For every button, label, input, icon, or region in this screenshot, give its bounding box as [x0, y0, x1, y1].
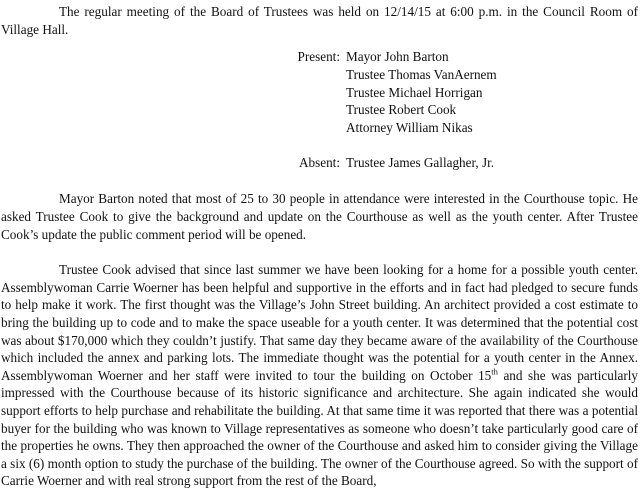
- update-text-part1: Trustee Cook advised that since last summer we have been looking for a home for a possible youth center. Assemblywoman Carrie Woerner has been helpful and supportive in the efforts and in fact had pledged to secure funds to help make it work. The first thought was the Village’s John Street building. An architect provided a cost estimate to bring the building up to code and to make the space useable for a youth center. It was determined that the potential cost was about $170,000 which they couldn’t justify. That same day they became aware of the availability of the Courthouse which included the annex and parking lots. The immediate thought was the potential for a youth center in the Annex. Assemblywoman Woerner and her staff were invited to tour the building on October 15: [1, 262, 638, 383]
- present-label: Present:: [297, 49, 340, 65]
- update-text-part2: and she was particularly impressed with the Courthouse because of its historic significance and architecture. She again indicated she would support efforts to help purchase and rehabilitate the building. At that same time it was reported that there was a potential buyer for the building who was known to Village representatives as someone who doesn’t take particularly good care of the properties he owns. They then approached the owner of the Courthouse and asked him to consider giving the Village a six (6) month option to study the purchase of the building. The owner of the Courthouse agreed. So with the support of Carrie Woerner and with real strong support from the rest of the Board,: [1, 367, 638, 489]
- meeting-minutes-page: [1, 0, 638, 490]
- mayor-remarks-paragraph: Mayor Barton noted that most of 25 to 30 people in attendance were interested in the Courthouse topic. He asked Trustee Cook to give the background and update on the Courthouse as well as the youth center. After Trustee Cook’s update the public comment period will be opened.: [1, 191, 638, 242]
- absent-label: Absent:: [298, 154, 340, 170]
- attendance-block: [283, 48, 638, 171]
- present-member: Trustee Robert Cook: [346, 102, 457, 118]
- opening-paragraph: The regular meeting of the Board of Trustees was held on 12/14/15 at 6:00 p.m. in the Council Room of Village Hall.: [1, 4, 638, 37]
- present-member: Attorney William Nikas: [346, 120, 473, 135]
- trustee-cook-update-paragraph: [1, 261, 638, 490]
- present-member: Mayor John Barton: [346, 49, 449, 65]
- absent-list: [340, 154, 494, 172]
- present-row: [283, 48, 638, 137]
- present-member: Trustee Thomas VanAernem: [346, 66, 497, 82]
- present-member: Trustee Michael Horrigan: [346, 84, 483, 100]
- present-list: [340, 48, 497, 137]
- absent-row: [283, 154, 638, 172]
- ordinal-suffix: th: [491, 366, 498, 377]
- absent-member: Trustee James Gallagher, Jr.: [346, 154, 495, 170]
